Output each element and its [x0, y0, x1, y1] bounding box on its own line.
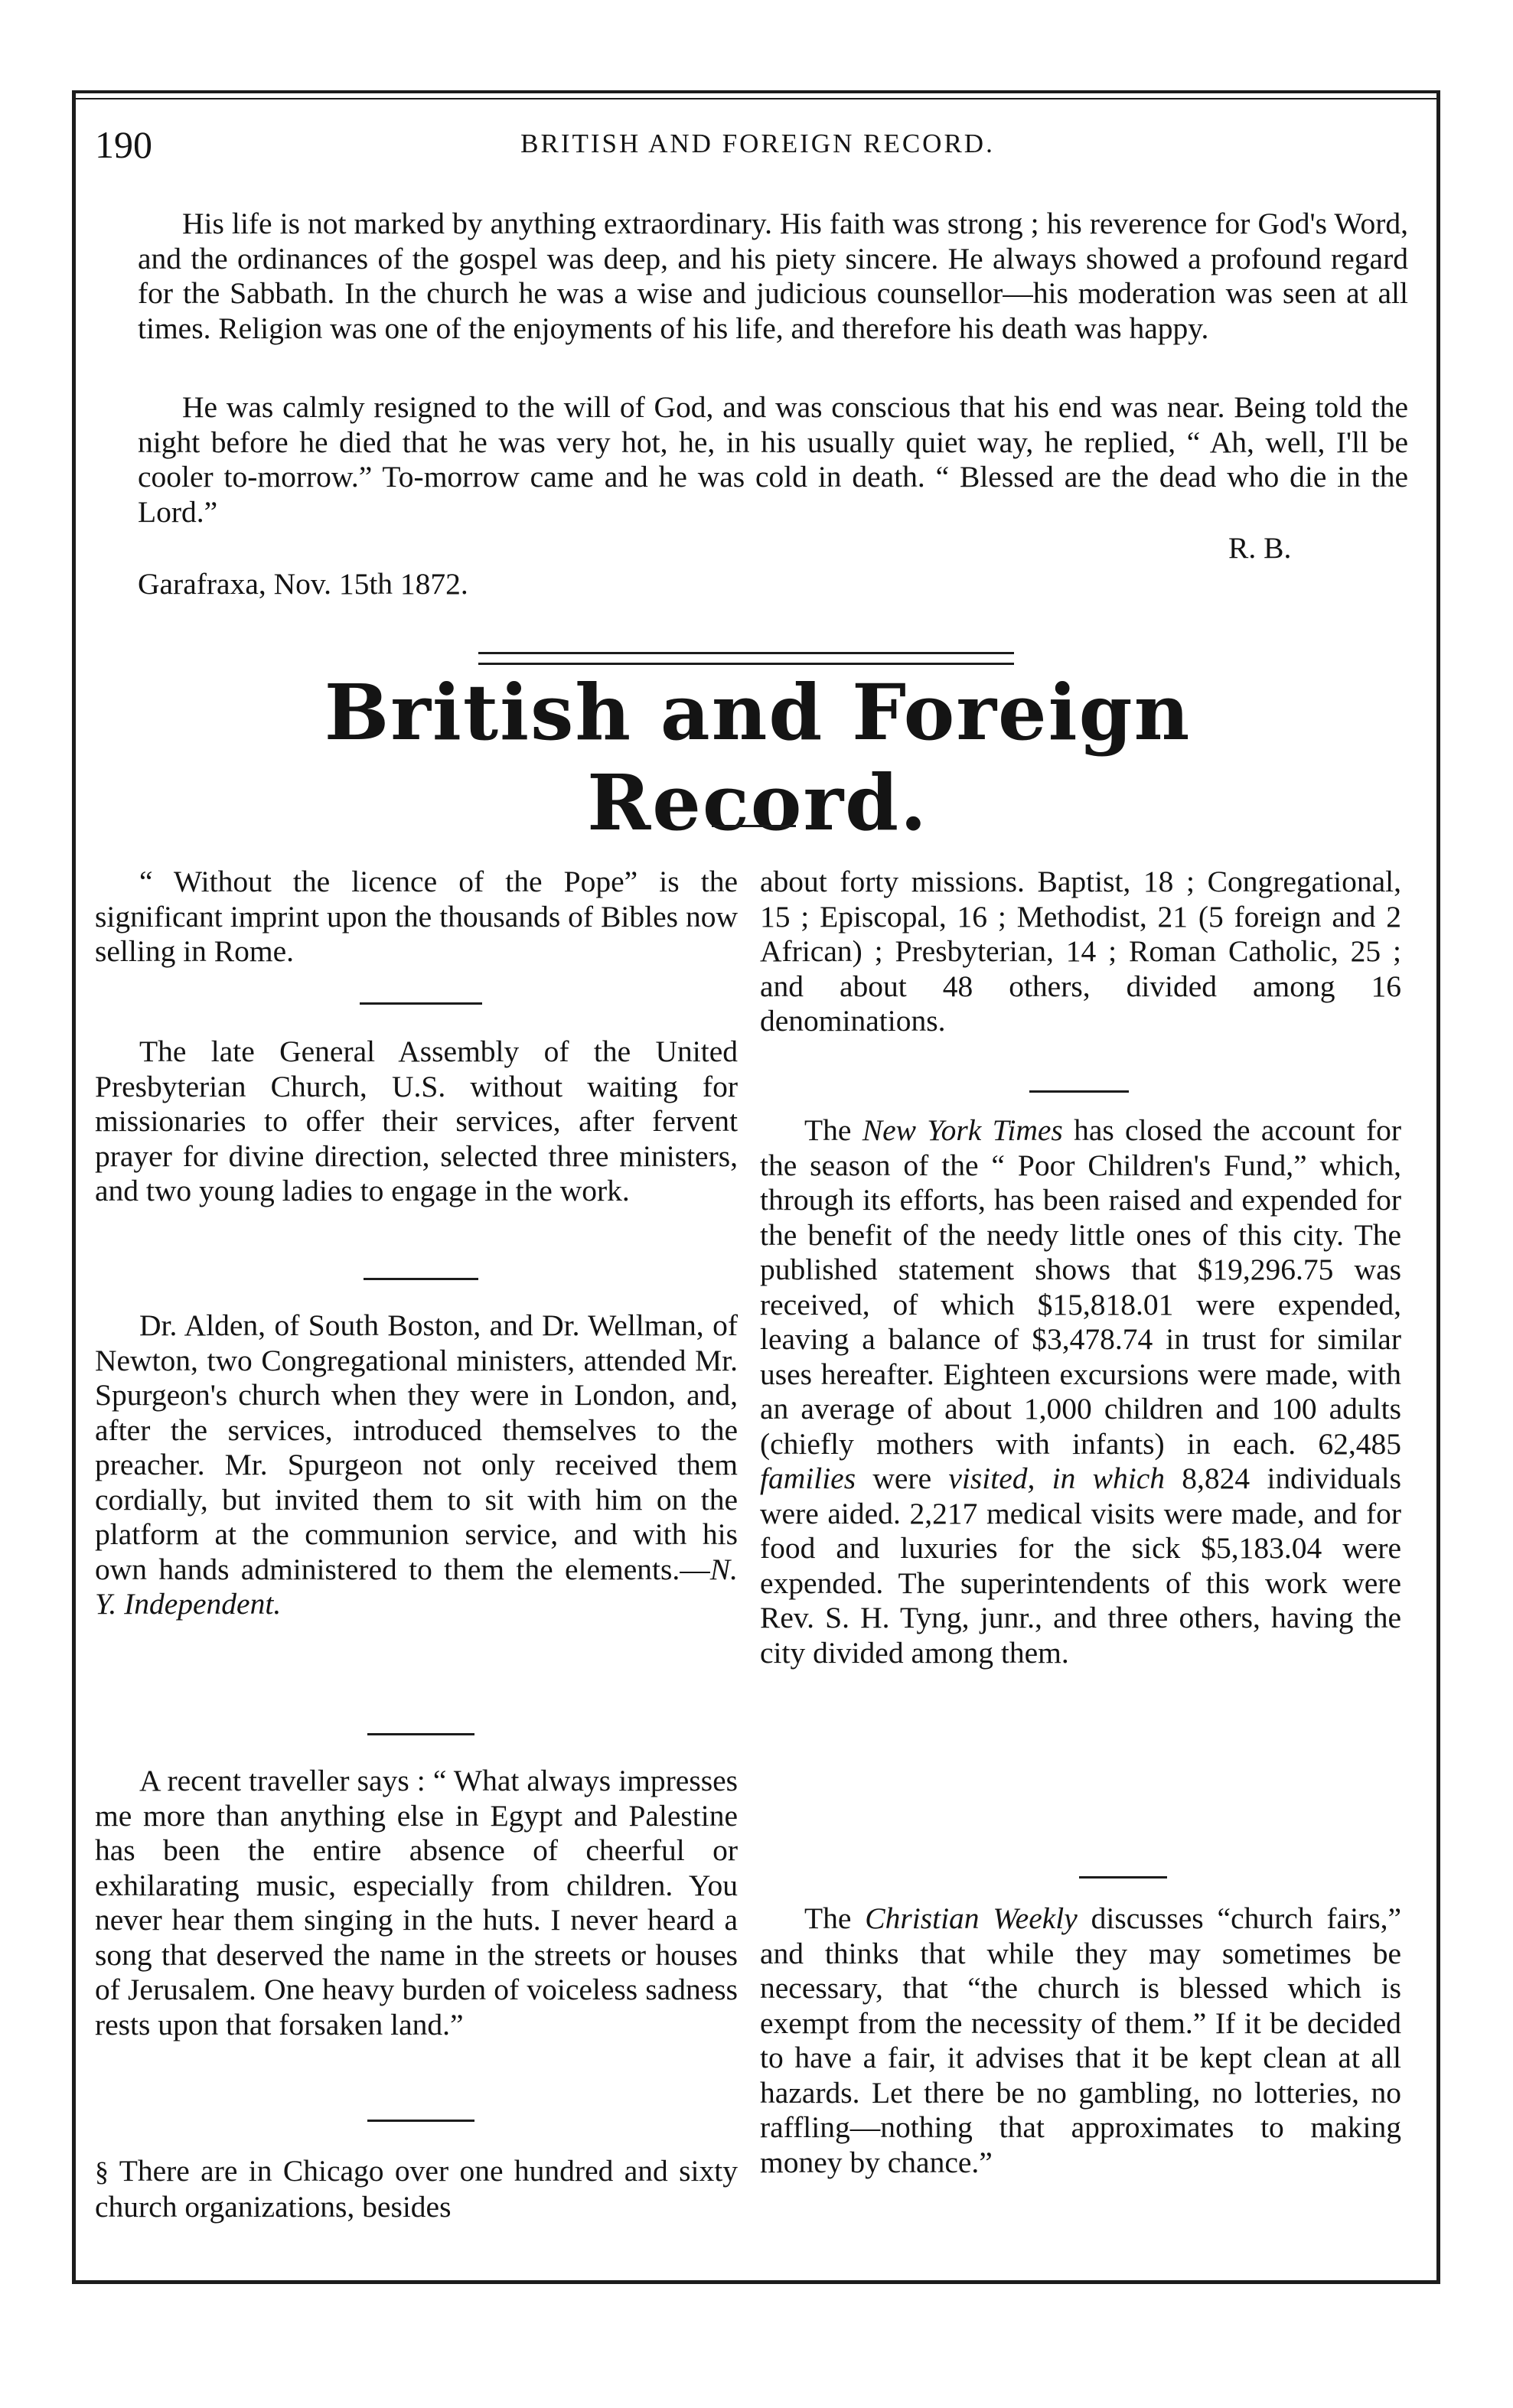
signature: R. B. — [1228, 531, 1292, 565]
right-item-2-ital2: visited, in which — [948, 1461, 1166, 1495]
left-item-2: The late General Assembly of the United Presbyterian Church, U.S. without waiting for missionaries to offer their services, after fervent prayer for divine direction, selected three ministers, and two young ladies to engage in the work. — [95, 1035, 738, 1207]
left-item-3 — [95, 1308, 738, 1622]
place-date: Garafraxa, Nov. 15th 1872. — [138, 567, 468, 601]
right-item-2 — [760, 1113, 1401, 1670]
right-item-2-mid: were — [872, 1461, 932, 1495]
right-item-2-pre: The — [804, 1113, 852, 1147]
section-title: British and Foreign Record. — [324, 667, 1192, 848]
left-divider-1 — [360, 1002, 482, 1005]
right-item-3 — [760, 1901, 1401, 2180]
running-head: BRITISH AND FOREIGN RECORD. — [520, 129, 995, 158]
left-item-4: A recent traveller says : “ What always impresses me more than anything else in Egypt and Palestine has been the entire absence of cheerful or exhilarating music, especially from children. You never hear them singing in the huts. I never heard a song that deserved the name in the streets or houses of Jerusalem. One heavy burden of voiceless sadness rests upon that forsaken land.” — [95, 1764, 738, 2041]
left-divider-2 — [364, 1278, 478, 1280]
newspaper-name-1: New York Times — [862, 1113, 1063, 1147]
left-item-5-text: There are in Chicago over one hundred and sixty church organizations, besides — [95, 2154, 738, 2224]
newspaper-name-2: Christian Weekly — [865, 1901, 1078, 1935]
left-divider-3 — [367, 1733, 474, 1735]
left-item-3-text: Dr. Alden, of South Boston, and Dr. Wellman, of Newton, two Congregational ministers, attended Mr. Spurgeon's church when they were in London, and, after the services, introduced themselves to the preacher. Mr. Spurgeon not only received them cordially, but invited them to sit with him on the platform at the communion service, and with his own hands administered to them the elements.— — [95, 1308, 738, 1586]
right-item-2-ital: families — [760, 1461, 856, 1495]
left-item-3-source: N. Y. Independent. — [95, 1552, 738, 1621]
obituary-paragraph-2: He was calmly resigned to the will of God, and was conscious that his end was near. Being told the night before he died that he was very hot, he, in his usually quiet way, he replied, “ Ah, well, I'll be cooler to-morrow.” To-morrow came and he was cold in death. “ Blessed are the dead who die in the Lord.” — [138, 390, 1408, 529]
right-item-2-text: has closed the account for the season of the “ Poor Children's Fund,” which, through its efforts, has been raised and expended for the benefit of the needy little ones of this city. The published statement shows that $19,296.75 was received, of which $15,818.01 were expended, leaving a balance of $3,478.74 in trust for similar uses hereafter. Eighteen excursions were made, with an average of about 1,000 children and 100 adults (chiefly mothers with infants) in each. 62,485 — [760, 1113, 1402, 1461]
title-underline — [712, 825, 796, 827]
right-divider-1 — [1029, 1090, 1129, 1093]
page-border-bottom — [72, 2280, 1440, 2284]
left-item-1: “ Without the licence of the Pope” is the significant imprint upon the thousands of Bibles now selling in Rome. — [95, 865, 738, 968]
section-rule-bottom — [478, 663, 1014, 665]
obituary-paragraph-1: His life is not marked by anything extraordinary. His faith was strong ; his reverence for God's Word, and the ordinances of the gospel was deep, and his piety sincere. He always showed a profound regard for the Sabbath. In the church he was a wise and judicious counsellor—his moderation was seen at all times. Religion was one of the enjoyments of his life, and therefore his death was happy. — [138, 207, 1408, 345]
right-item-3-text: discusses “church fairs,” and thinks that while they may sometimes be necessary, that “the church is blessed which is exempt from the necessity of them.” If it be decided to have a fair, it advises that it be kept clean at all hazards. Let there be no gambling, no lotteries, no raffling—nothing that approximates to making money by chance.” — [760, 1901, 1401, 2179]
right-item-3-pre: The — [804, 1901, 852, 1935]
section-mark: § — [95, 2156, 109, 2187]
right-item-1: about forty missions. Baptist, 18 ; Congregational, 15 ; Episcopal, 16 ; Methodist, 21 (5 foreign and 2 African) ; Presbyterian, 14 ; Roman Catholic, 25 ; and about 48 others, divided among 16 denominations. — [760, 865, 1401, 1038]
right-divider-2 — [1079, 1876, 1167, 1879]
right-item-2-end: 8,824 individuals were aided. 2,217 medical visits were made, and for food and luxuries for the sick $5,183.04 were expended. The superintendents of this work were Rev. S. H. Tyng, junr., and three others, having the city divided among them. — [760, 1461, 1402, 1670]
left-item-5 — [95, 2154, 738, 2224]
section-rule-top — [478, 652, 1014, 654]
page-number: 190 — [95, 123, 152, 166]
left-divider-4 — [367, 2120, 474, 2122]
